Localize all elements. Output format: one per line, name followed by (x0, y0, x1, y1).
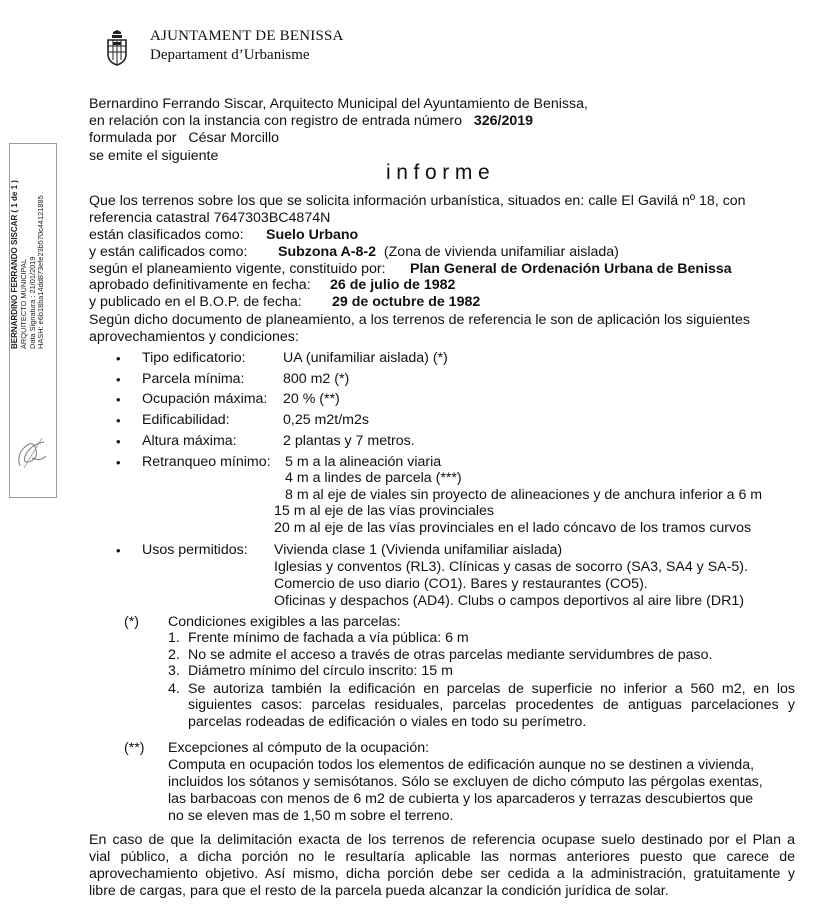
note-item: Se autoriza también la edificación en parcelas de superficie no inferior a 560 m2, en los (188, 681, 795, 697)
body-line-9: aprovechamientos y condiciones: (89, 329, 299, 345)
condition-label: Ocupación máxima: (142, 391, 268, 407)
uses-label: Usos permitidos: (142, 542, 248, 558)
note-mark: (**) (124, 740, 145, 756)
department-name: Departament d’Urbanisme (150, 47, 310, 63)
approval-line: aprobado definitivamente en fecha: (89, 277, 311, 293)
qualification-line: y están calificados como: (89, 244, 248, 260)
publication-date: 29 de octubre de 1982 (332, 294, 481, 310)
condition-label: Altura máxima: (142, 433, 237, 449)
note-item-continuation: siguientes casos: parcelas residuales, parcelas procedentes de antiguas parcelaciones y (188, 697, 795, 713)
registry-number: 326/2019 (473, 113, 534, 129)
note-item-number: 4. (168, 681, 180, 697)
municipal-crest-icon (104, 30, 130, 66)
note-item-number: 1. (168, 630, 180, 646)
classification-line: están clasificados como: (89, 227, 244, 243)
condition-value: 0,25 m2t/m2s (283, 412, 369, 428)
bullet: • (116, 351, 121, 366)
setback-line: 8 m al eje de viales sin proyecto de alineaciones y de anchura inferior a 6 m (285, 487, 763, 503)
note-line: incluidos los sótanos y semisótanos. Sólo se excluyen de dicho cómputo las pérgolas exentas, (168, 774, 763, 790)
signature-text (11, 9, 46, 349)
closing-line: aprovechamiento objetivo. Así mismo, dicha porción debe ser cedida a la administración, gratuitamente y (89, 866, 795, 882)
closing-line: En caso de que la delimitación exacta de los terrenos de referencia ocupase suelo destinado por el Plan a (89, 832, 795, 848)
bullet: • (116, 455, 121, 470)
note-item: Frente mínimo de fachada a vía pública: 6 m (188, 630, 469, 646)
condition-value: 20 % (**) (283, 391, 340, 407)
uses-line: Comercio de uso diario (CO1). Bares y restaurantes (CO5). (274, 576, 648, 592)
condition-value: 2 plantas y 7 metros. (283, 433, 415, 449)
plan-value: Plan General de Ordenación Urbana de Benissa (410, 261, 732, 277)
note-item: Diámetro mínimo del círculo inscrito: 15 m (188, 663, 453, 679)
intro-line-3: formulada por César Morcillo (89, 130, 280, 146)
signer-role: ARQUITECTO MUNICIPAL (18, 258, 28, 349)
bullet: • (116, 392, 121, 407)
note-heading: Excepciones al cómputo de la ocupación: (168, 740, 430, 756)
closing-line: vial público, a dicha porción no le resultaría aplicable las normas anteriores puesto que carece de (89, 849, 795, 865)
note-item: No se admite el acceso a través de otras parcelas mediante servidumbres de paso. (188, 647, 713, 663)
note-line: no se eleven mas de 1,50 m sobre el terreno. (168, 808, 454, 824)
closing-line: libre de cargas, para que el resto de la parcela pueda alcanzar la condición jurídica de solar. (89, 883, 669, 899)
signature-hash: HASH: e6b18ba14dd873efe23b570c44121885 (36, 195, 46, 349)
qualification-value: Subzona A-8-2 (Zona de vivienda unifamiliar aislada) (278, 244, 619, 260)
condition-label: Tipo edificatorio: (142, 350, 246, 366)
note-mark: (*) (124, 614, 139, 630)
bullet: • (116, 372, 121, 387)
body-line-8: Según dicho documento de planeamiento, a los terrenos de referencia le son de aplicación los siguientes (89, 312, 750, 328)
note-item-number: 2. (168, 647, 180, 663)
body-line-1: Que los terrenos sobre los que se solicita información urbanística, situados en: calle El Gavilá nº 18, con (89, 193, 746, 209)
note-item-number: 3. (168, 663, 180, 679)
bullet: • (116, 413, 121, 428)
setback-line: 5 m a la alineación viaria (285, 454, 442, 470)
body-line-2: referencia catastral 7647303BC4874N (89, 210, 331, 226)
setback-label: Retranqueo mínimo: (142, 454, 271, 470)
organization-name: AJUNTAMENT DE BENISSA (150, 28, 344, 44)
note-item-continuation: parcelas rodeadas de edificación o viales en todo su perímetro. (188, 714, 587, 730)
plan-line: según el planeamiento vigente, constituido por: (89, 261, 386, 277)
condition-value: 800 m2 (*) (283, 371, 350, 387)
bullet: • (116, 543, 121, 558)
approval-date: 26 de julio de 1982 (330, 277, 456, 293)
setback-line: 15 m al eje de las vías provinciales (274, 503, 495, 519)
uses-line: Iglesias y conventos (RL3). Clínicas y casas de socorro (SA3, SA4 y SA-5). (274, 559, 748, 575)
setback-line: 20 m al eje de las vías provinciales en el lado cóncavo de los tramos curvos (274, 520, 752, 536)
intro-line-2: en relación con la instancia con registro de entrada número 326/2019 (89, 113, 534, 129)
intro-line-1: Bernardino Ferrando Siscar, Arquitecto Municipal del Ayuntamiento de Benissa, (89, 96, 588, 112)
publication-line: y publicado en el B.O.P. de fecha: (89, 294, 302, 310)
document-title: informe (386, 161, 496, 184)
intro-line-4: se emite el siguiente (89, 148, 219, 164)
classification-value: Suelo Urbano (266, 227, 359, 243)
setback-line: 4 m a lindes de parcela (***) (285, 470, 462, 486)
condition-value: UA (unifamiliar aislada) (*) (283, 350, 448, 366)
uses-line: Oficinas y despachos (AD4). Clubs o campos deportivos al aire libre (DR1) (274, 593, 744, 609)
condition-label: Edificabilidad: (142, 412, 230, 428)
signer-name: BERNARDINO FERRANDO SISCAR ( 1 de 1 ) (10, 180, 19, 349)
note-line: Computa en ocupación todos los elementos de edificación aunque no se destinen a vivienda, (168, 757, 755, 773)
applicant-name: César Morcillo (188, 130, 280, 146)
note-line: las barbacoas con menos de 6 m2 de cubierta y los aparcaderos y terrazas descubiertos que (168, 791, 754, 807)
condition-label: Parcela mínima: (142, 371, 245, 387)
signature-date: Data Signatura : 21/01/2019 (27, 256, 37, 349)
bullet: • (116, 434, 121, 449)
handwritten-signature-icon (14, 432, 50, 472)
uses-line: Vivienda clase 1 (Vivienda unifamiliar aislada) (274, 542, 563, 558)
note-heading: Condiciones exigibles a las parcelas: (168, 614, 401, 630)
